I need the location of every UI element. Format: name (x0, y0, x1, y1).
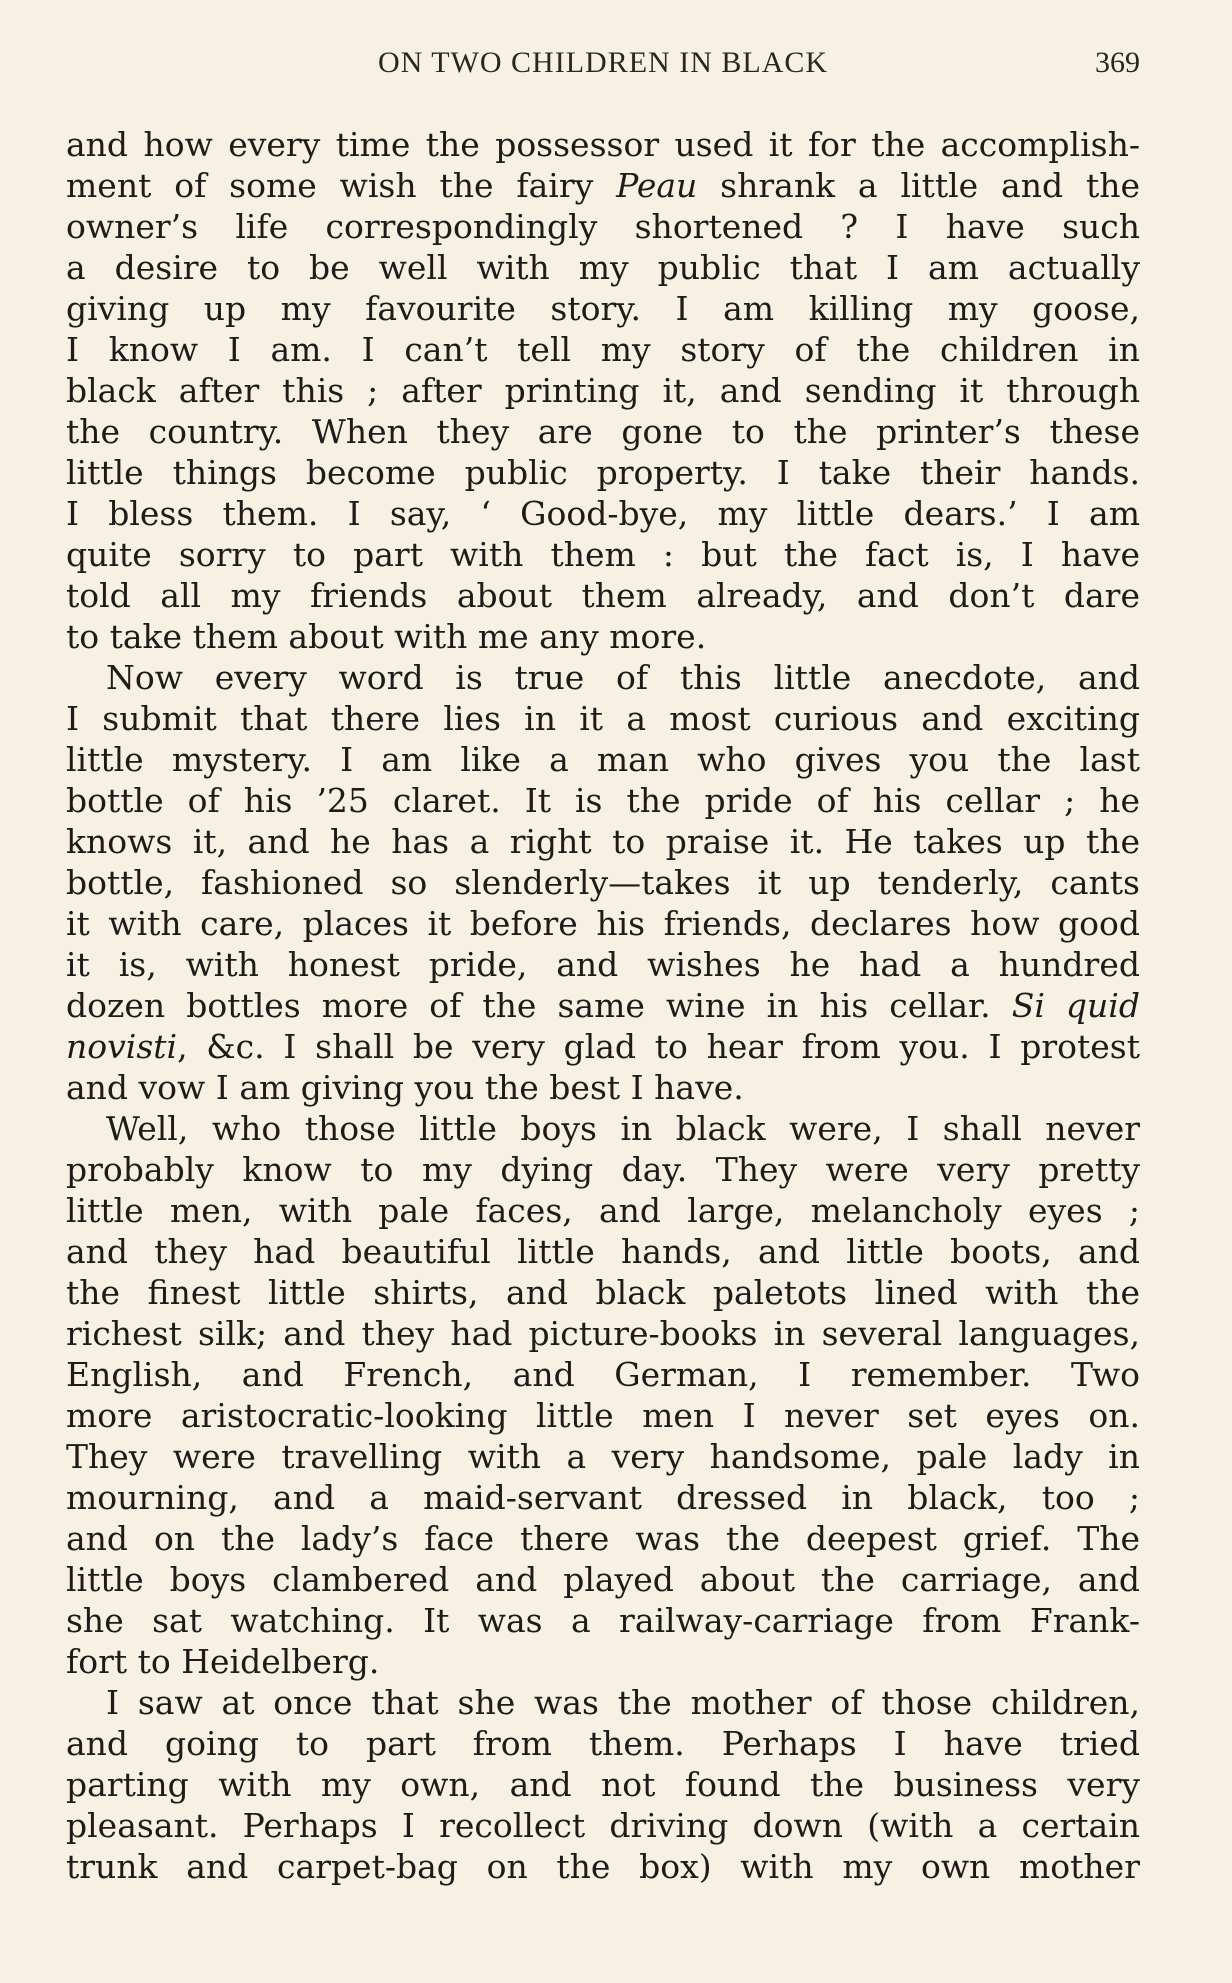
text-line: little boys clambered and played about the carriage, and (66, 1560, 1140, 1599)
text-line: dozen bottles more of the same wine in his cellar. Si quid (66, 986, 1140, 1025)
text-line: it is, with honest pride, and wishes he had a hundred (66, 945, 1140, 984)
text-line: pleasant. Perhaps I recollect driving down (with a certain (66, 1806, 1140, 1845)
text-line: little mystery. I am like a man who gives you the last (66, 740, 1140, 779)
text-line: parting with my own, and not found the business very (66, 1765, 1140, 1804)
text-line: giving up my favourite story. I am killing my goose, (66, 289, 1140, 328)
text-line: and on the lady’s face there was the deepest grief. The (66, 1519, 1140, 1558)
page-number: 369 (1095, 46, 1140, 79)
text-line: the finest little shirts, and black paletots lined with the (66, 1273, 1140, 1312)
text-line: knows it, and he has a right to praise it. He takes up the (66, 822, 1140, 861)
text-line: the country. When they are gone to the printer’s these (66, 412, 1140, 451)
text-line: They were travelling with a very handsome, pale lady in (66, 1437, 1140, 1476)
text-line: bottle, fashioned so slenderly—takes it up tenderly, cants (66, 863, 1140, 902)
text-line: to take them about with me any more. (66, 617, 707, 656)
text-line: more aristocratic-looking little men I never set eyes on. (66, 1396, 1140, 1435)
text-line: and how every time the possessor used it for the accomplish- (66, 125, 1140, 164)
paragraph-start-line: I saw at once that she was the mother of those children, (106, 1683, 1140, 1722)
text-line: I submit that there lies in it a most curious and exciting (66, 699, 1140, 738)
text-line: ment of some wish the fairy Peau shrank a little and the (66, 166, 1140, 205)
running-head: ON TWO CHILDREN IN BLACK (377, 46, 829, 79)
page-header (66, 46, 1140, 90)
text-line: owner’s life correspondingly shortened ? I have such (66, 207, 1140, 246)
body-text (66, 124, 1140, 1887)
text-line: mourning, and a maid-servant dressed in black, too ; (66, 1478, 1140, 1517)
text-line: English, and French, and German, I remember. Two (66, 1355, 1140, 1394)
text-line: black after this ; after printing it, and sending it through (66, 371, 1140, 410)
text-line: and vow I am giving you the best I have. (66, 1068, 744, 1107)
text-line: fort to Heidelberg. (66, 1642, 380, 1681)
text-line: richest silk; and they had picture-books in several languages, (66, 1314, 1140, 1353)
text-line: novisti, &c. I shall be very glad to hear from you. I protest (66, 1027, 1140, 1066)
italic-phrase: novisti (66, 1027, 178, 1066)
text-line: and going to part from them. Perhaps I have tried (66, 1724, 1140, 1763)
text-line: and they had beautiful little hands, and little boots, and (66, 1232, 1140, 1271)
text-line: told all my friends about them already, and don’t dare (66, 576, 1140, 615)
paragraph-start-line: Well, who those little boys in black were, I shall never (106, 1109, 1140, 1148)
text-line: quite sorry to part with them : but the fact is, I have (66, 535, 1140, 574)
text-line: she sat watching. It was a railway-carriage from Frank- (66, 1601, 1140, 1640)
text-line: bottle of his ’25 claret. It is the pride of his cellar ; he (66, 781, 1140, 820)
paragraph-start-line: Now every word is true of this little anecdote, and (106, 658, 1140, 697)
text-line: little men, with pale faces, and large, melancholy eyes ; (66, 1191, 1140, 1230)
italic-phrase: Si quid (1011, 986, 1140, 1025)
text-line: a desire to be well with my public that I am actually (66, 248, 1140, 287)
text-line: it with care, places it before his friends, declares how good (66, 904, 1140, 943)
text-line: trunk and carpet-bag on the box) with my own mother (66, 1847, 1140, 1886)
text-line: little things become public property. I take their hands. (66, 453, 1140, 492)
text-line: probably know to my dying day. They were very pretty (66, 1150, 1140, 1189)
text-line: I bless them. I say, ‘ Good-bye, my little dears.’ I am (66, 494, 1140, 533)
text-line: I know I am. I can’t tell my story of the children in (66, 330, 1140, 369)
italic-phrase: Peau (616, 166, 698, 205)
